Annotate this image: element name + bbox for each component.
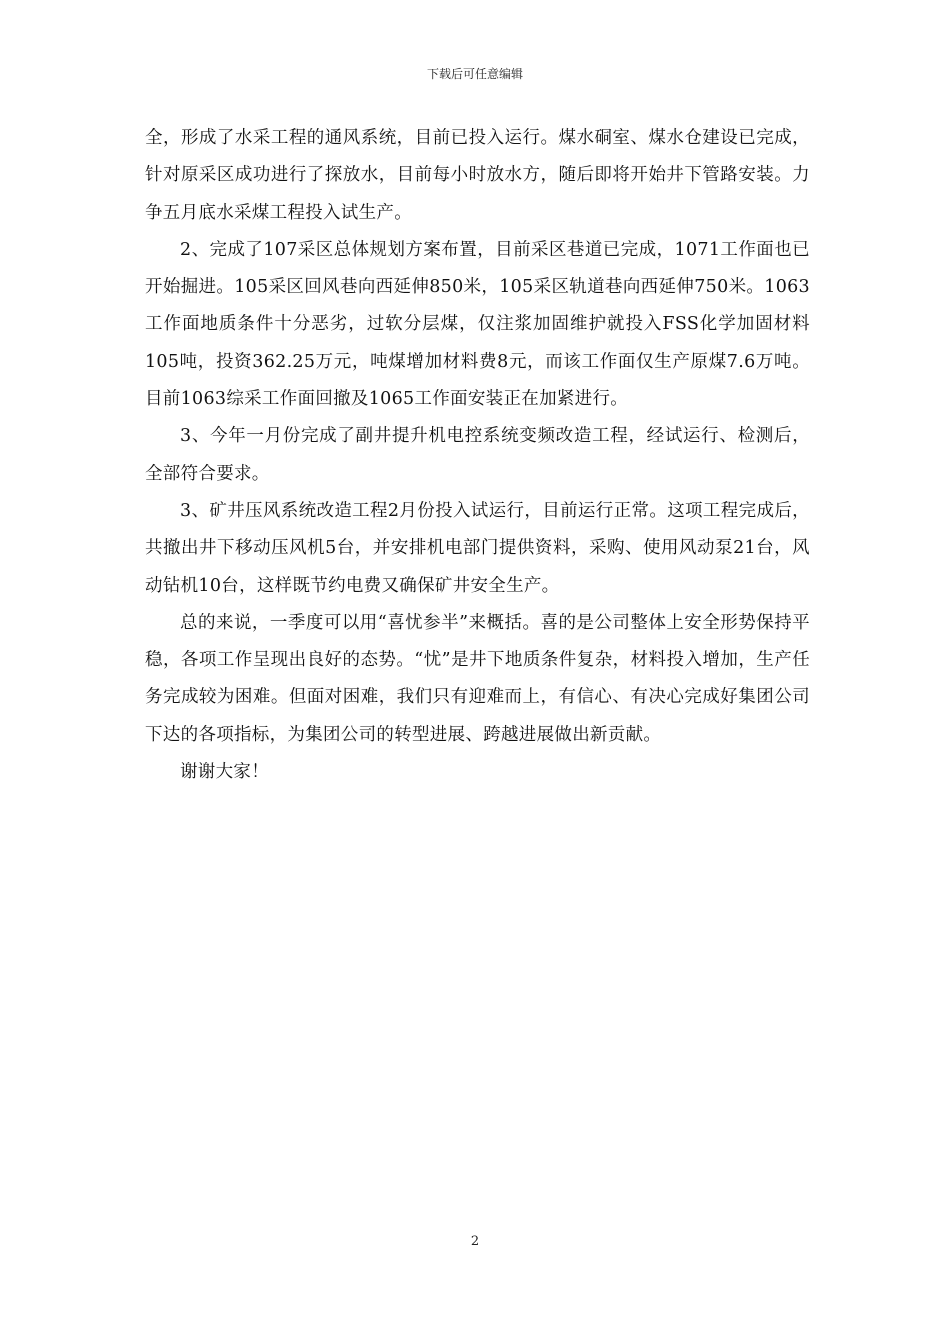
paragraph-hoist-upgrade: 3、今年一月份完成了副井提升机电控系统变频改造工程，经试运行、检测后，全部符合要求。 (145, 426, 810, 484)
paragraph-compressed-air: 3、矿井压风系统改造工程2月份投入试运行，目前运行正常。这项工程完成后，共撤出井下移动压风机5台，并安排机电部门提供资料，采购、使用风动泵21台，风动钻机10台，这样既节约电费又确保矿井安全生产。 (145, 500, 810, 596)
paragraph-continuation: 全，形成了水采工程的通风系统，目前已投入运行。煤水硐室、煤水仓建设已完成，针对原采区成功进行了探放水，目前每小时放水方，随后即将开始井下管路安装。力争五月底水采煤工程投入试生产。 (145, 128, 810, 223)
paragraph-summary: 总的来说，一季度可以用“喜忧参半”来概括。喜的是公司整体上安全形势保持平稳，各项工作呈现出良好的态势。“忧”是井下地质条件复杂，材料投入增加，生产任务完成较为困难。但面对困难，我们只有迎难而上，有信心、有决心完成好集团公司下达的各项指标，为集团公司的转型进展、跨越进展做出新贡献。 (145, 612, 810, 745)
page-header: 下载后可任意编辑 (426, 67, 523, 81)
document-body (145, 120, 810, 791)
paragraph-107-district: 2、完成了107采区总体规划方案布置，目前采区巷道已完成，1071工作面也已开始掘进。105采区回风巷向西延伸850米，105采区轨道巷向西延伸750米。1063工作面地质条件十分恶劣，过软分层煤，仅注浆加固维护就投入FSS化学加固材料105吨，投资362.25万元，吨煤增加材料费8元，而该工作面仅生产原煤7.6万吨。目前1063综采工作面回撤及1065工作面安装正在加紧进行。 (145, 239, 810, 410)
paragraph-thanks: 谢谢大家！ (180, 762, 269, 783)
page-number: 2 (470, 1234, 480, 1249)
